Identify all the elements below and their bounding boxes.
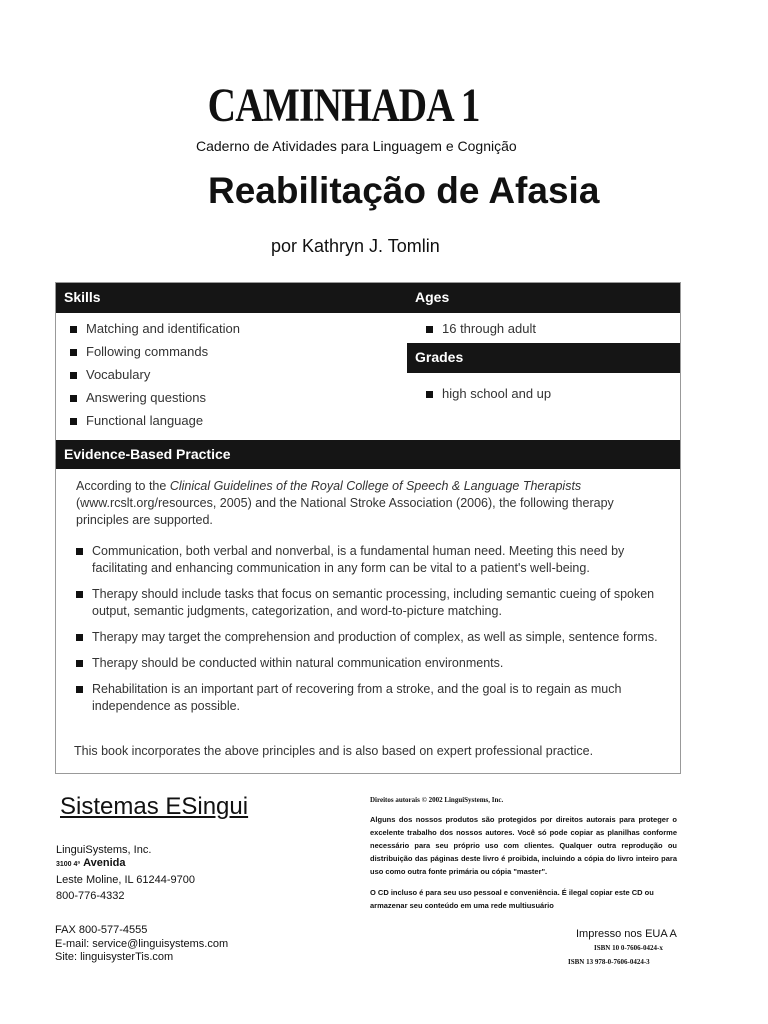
list-item: Therapy should be conducted within natural communication environments. [74, 655, 670, 672]
list-item: Matching and identification [68, 321, 398, 344]
intro-text: According to the [76, 479, 170, 493]
cd-notice: O CD incluso é para seu uso pessoal e conveniência. É ilegal copiar este CD ou armazenar seu conteúdo em uma rede multiusuário [370, 888, 654, 910]
list-item: 16 through adult [424, 321, 536, 336]
fax-number: FAX 800-577-4555 [55, 924, 148, 936]
website: Site: linguisysterTis.com [55, 951, 174, 963]
isbn-13: ISBN 13 978-0-7606-0424-3 [568, 958, 650, 966]
evidence-footer: This book incorporates the above principles and is also based on expert professional practice. [74, 744, 594, 758]
company-name: LinguiSystems, Inc. [56, 844, 152, 856]
list-item: Following commands [68, 344, 398, 367]
book-subtitle: Caderno de Atividades para Linguagem e Cognição [196, 138, 517, 154]
info-box [55, 282, 681, 774]
grades-header: Grades [407, 343, 680, 373]
ages-header: Ages [407, 283, 680, 313]
copyright-notice: Alguns dos nossos produtos são protegidos por direitos autorais para proteger o excelente trabalho dos nossos autores. Você só pode copiar as planilhas conforme necessário para seu próprio uso com clientes. Qualquer outra reprodução ou distribuição das páginas deste livro é proibida, incluindo a cópia do livro inteiro para uso como outra fonte primária ou cópia "master". [370, 815, 677, 876]
ages-list [424, 321, 536, 336]
evidence-header: Evidence-Based Practice [56, 440, 680, 469]
list-item: Communication, both verbal and nonverbal, is a fundamental human need. Meeting this need by facilitating and enhancing communication in any form can be vital to a patient's well-being. [74, 543, 670, 577]
evidence-intro [76, 478, 666, 529]
evidence-list [74, 543, 670, 724]
phone-number: 800-776-4332 [56, 890, 125, 902]
list-item: high school and up [424, 386, 551, 401]
publisher-brand: Sistemas ESingui [60, 793, 249, 820]
list-item: Answering questions [68, 390, 398, 413]
intro-text: (www.rcslt.org/resources, 2005) and the National Stroke Association (2006), the following therapy principles are supported. [76, 496, 614, 527]
printed-in: Impresso nos EUA A [576, 928, 677, 940]
list-item: Therapy should include tasks that focus on semantic processing, including semantic cueing of spoken output, semantic judgments, categorization, and word-to-picture matching. [74, 586, 670, 620]
list-item: Functional language [68, 413, 398, 436]
grades-list [424, 386, 551, 401]
list-item: Rehabilitation is an important part of recovering from a stroke, and the goal is to regain as much independence as possible. [74, 681, 670, 715]
copyright-line: Direitos autorais © 2002 LinguiSystems, Inc. [370, 796, 504, 804]
skills-header: Skills [56, 283, 407, 313]
list-item: Therapy may target the comprehension and production of complex, as well as simple, sentence forms. [74, 629, 670, 646]
isbn-10: ISBN 10 0-7606-0424-x [594, 944, 663, 952]
book-heading: Reabilitação de Afasia [208, 170, 600, 211]
skills-list [68, 321, 398, 436]
email-address: E-mail: service@linguisystems.com [55, 938, 229, 950]
list-item: Vocabulary [68, 367, 398, 390]
address-number: 3100 4ª [56, 861, 81, 868]
book-author: por Kathryn J. Tomlin [271, 236, 440, 256]
guideline-title: Clinical Guidelines of the Royal College of Speech & Language Therapists [169, 479, 582, 493]
address-city: Leste Moline, IL 61244-9700 [56, 874, 196, 886]
address-line [56, 857, 125, 869]
book-title: CAMINHADA 1 [207, 79, 480, 132]
address-street: Avenida [83, 857, 126, 869]
